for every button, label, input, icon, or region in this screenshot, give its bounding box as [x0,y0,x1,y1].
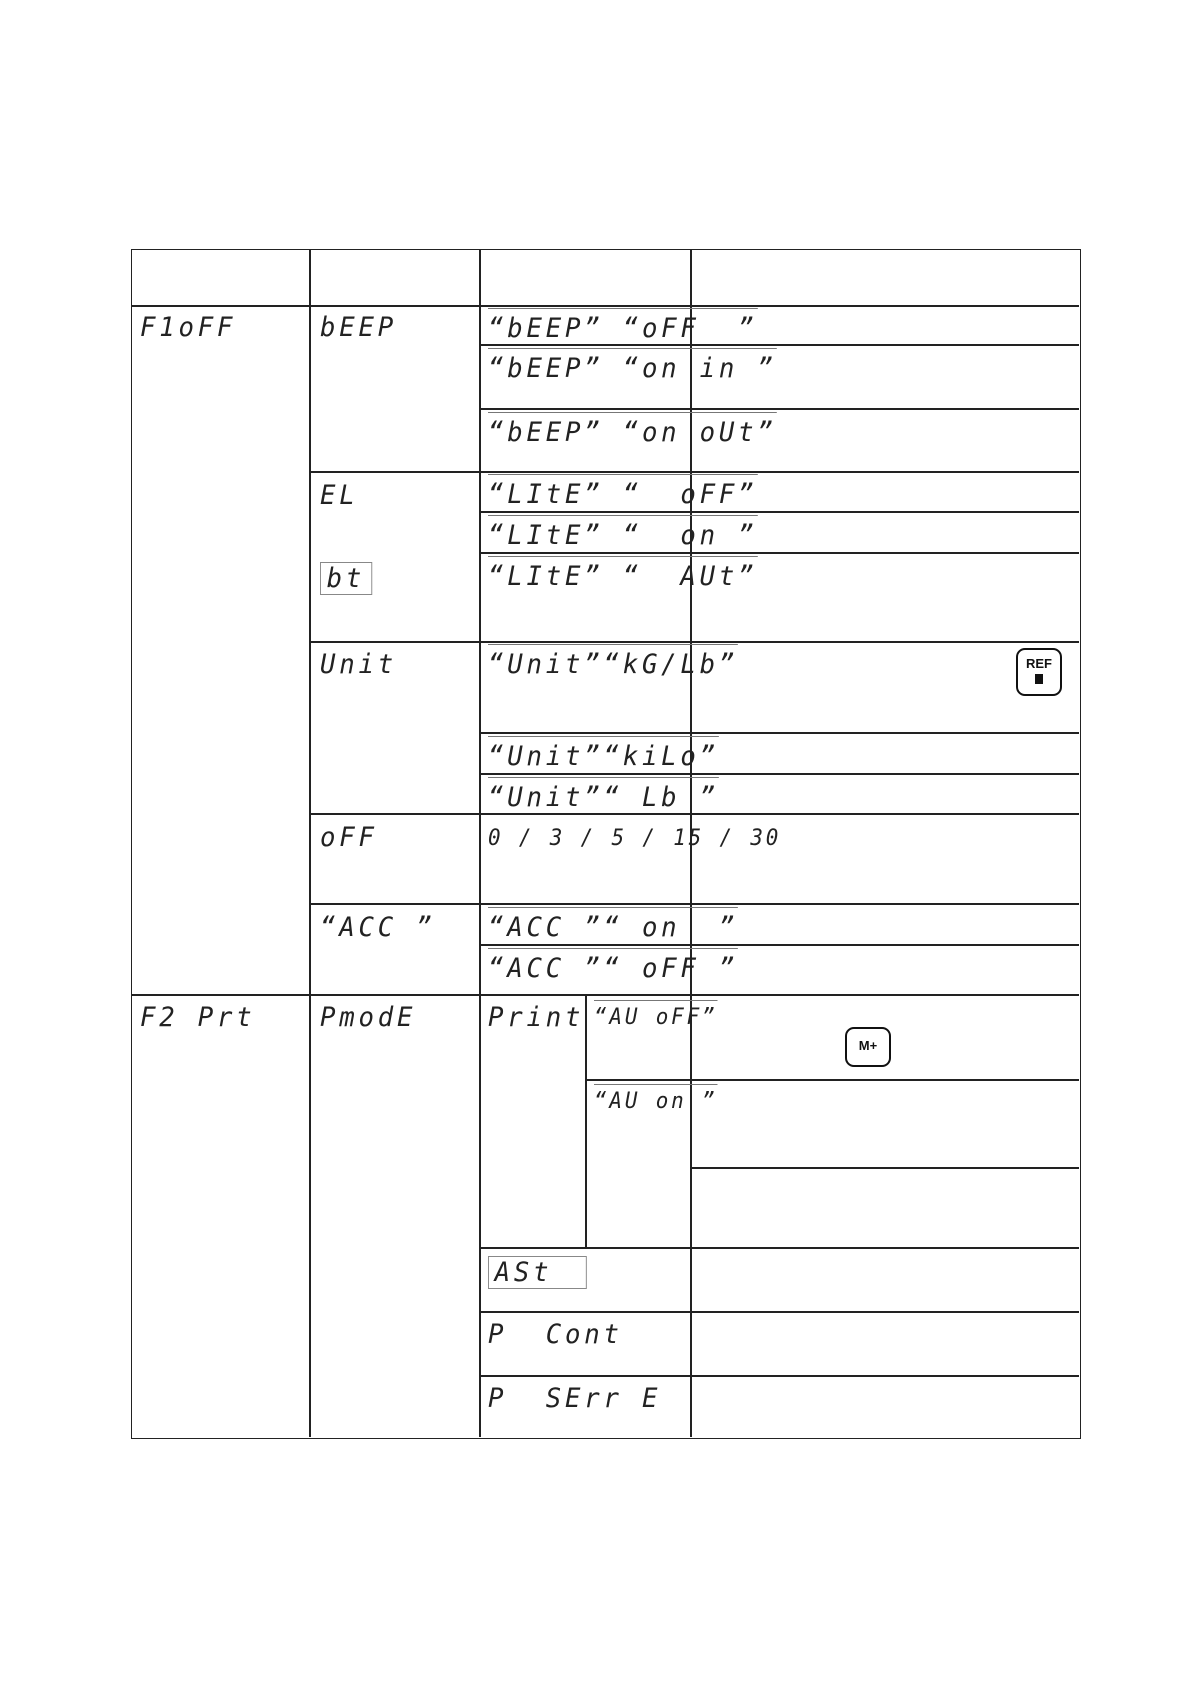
function-f1off: F1oFF [140,312,237,343]
option-beep-off: “bEEP” “oFF ” [488,308,757,342]
param-acc: “ACC ” [320,912,436,943]
option-print: Print [488,1002,585,1033]
row-divider [585,1079,1079,1081]
row-divider [479,773,1079,775]
option-ast: ASt [488,1256,587,1289]
option-au-off: “AU oFF” [594,1000,717,1029]
function-f2prt: F2 Prt [140,1002,256,1033]
row-divider [309,813,1079,815]
header-divider [132,305,1079,307]
row-divider [479,344,1079,346]
option-beep-on-out: “bEEP” “on oUt” [488,412,777,446]
option-unit-kilo: “Unit”“kiLo” [488,736,719,770]
option-beep-on-in: “bEEP” “on in ” [488,348,777,382]
option-p-cont: P Cont [488,1319,623,1350]
row-divider [479,552,1079,554]
option-acc-on: “ACC ”“ on ” [488,907,738,941]
row-divider [479,1247,1079,1249]
option-lite-aut: “LItE” “ AUt” [488,556,757,590]
row-divider [479,732,1079,734]
row-divider [479,944,1079,946]
row-divider [309,903,1079,905]
ref-key-icon: REF [1016,648,1062,696]
option-lite-off: “LItE” “ oFF” [488,474,757,508]
option-p-serre: P SErr E [488,1383,662,1414]
col-divider-1 [309,250,311,1437]
option-au-on: “AU on ” [594,1084,717,1113]
row-divider [479,408,1079,410]
row-divider [309,471,1079,473]
param-beep: bEEP [320,312,397,343]
settings-table [131,249,1081,1439]
group-divider [132,994,1079,996]
option-lite-on: “LItE” “ on ” [488,515,757,549]
row-divider [690,1167,1079,1169]
row-divider [479,1311,1079,1313]
row-divider [309,641,1079,643]
param-bt: bt [320,562,372,595]
m-plus-key-icon: M+ [845,1027,891,1067]
option-acc-off: “ACC ”“ oFF ” [488,948,738,982]
param-el: EL [320,480,359,511]
param-pmode: PmodE [320,1002,417,1033]
param-unit: Unit [320,649,397,680]
option-unit-kglb: “Unit”“kG/Lb” [488,644,738,678]
option-auto-off-times: 0 / 3 / 5 / 15 / 30 [488,826,782,851]
col-divider-2 [479,250,481,1437]
param-off: oFF [320,822,378,853]
col-divider-print [585,996,587,1248]
row-divider [479,511,1079,513]
option-unit-lb: “Unit”“ Lb ” [488,777,719,811]
row-divider [479,1375,1079,1377]
